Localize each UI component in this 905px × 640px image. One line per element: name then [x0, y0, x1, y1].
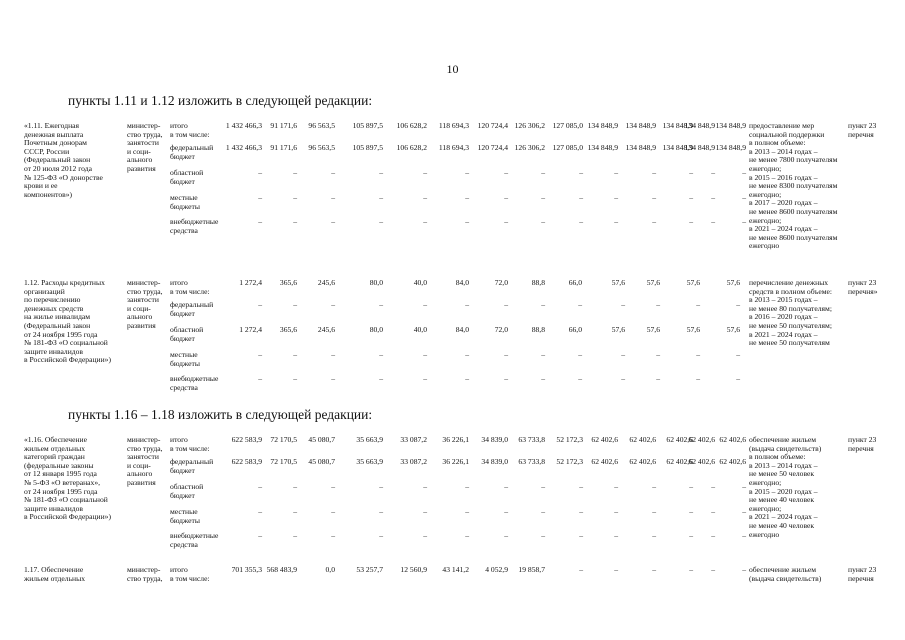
funding-row	[170, 194, 750, 212]
funding-value: 33 087,2	[400, 457, 427, 466]
funding-value: –	[379, 217, 383, 226]
funding-value: –	[689, 482, 693, 491]
funding-value: –	[258, 507, 262, 516]
funding-value: 52 172,3	[556, 457, 583, 466]
funding-row	[170, 566, 750, 584]
funding-value: 35 663,9	[356, 435, 383, 444]
measure-name: 1.17. Обеспечение жильем отдельных	[24, 565, 86, 583]
funding-value: –	[258, 374, 262, 383]
funding-value: 134 848,9	[662, 121, 693, 130]
funding-row	[170, 169, 750, 187]
funding-value: 57,6	[686, 325, 700, 334]
funding-row	[170, 436, 750, 454]
funding-value: –	[504, 217, 508, 226]
funding-value: 365,6	[279, 278, 297, 287]
funding-value: –	[742, 531, 746, 540]
funding-value: –	[293, 168, 297, 177]
funding-value: –	[379, 531, 383, 540]
funding-value: –	[379, 482, 383, 491]
measure-result: предоставление мер социальной поддержки в полном объеме: в 2013 – 2014 годах – не менее 7800 получателям ежегодно; в 2015 – 2016 годах – не менее 8300 получателям ежегодно; в 2017 – 2020 годах – не менее 8600 получателям ежегодно; в 2021 – 2024 годах – не менее 8600 получателям ежегодно	[749, 121, 838, 251]
funding-value: 45 080,7	[308, 435, 335, 444]
funding-value: 36 226,1	[442, 457, 469, 466]
funding-value: –	[614, 482, 618, 491]
funding-value: –	[504, 350, 508, 359]
funding-value: –	[689, 507, 693, 516]
funding-source-label: итого в том числе:	[170, 565, 210, 583]
funding-value: –	[465, 482, 469, 491]
funding-value: –	[331, 217, 335, 226]
funding-value: –	[379, 168, 383, 177]
funding-value: –	[258, 350, 262, 359]
funding-value: –	[711, 193, 715, 202]
funding-value: 0,0	[325, 565, 335, 574]
funding-value: –	[465, 507, 469, 516]
funding-value: 105 897,5	[352, 143, 383, 152]
funding-value: –	[578, 350, 582, 359]
funding-source-label: областной бюджет	[170, 168, 204, 186]
funding-value: –	[379, 193, 383, 202]
measure-name: «1.11. Ежегодная денежная выплата Почетным донорам СССР, России (Федеральный закон от 20 июля 2012 года № 125-ФЗ «О донорстве крови и ее компонентов»)	[24, 121, 103, 199]
measure-name: 1.12. Расходы кредитных организаций по перечислению денежных средств на жилье инвалидам (Федеральный закон от 24 ноября 1995 года № 181-ФЗ «О социальной защите инвалидов в Российской Федерации»)	[24, 278, 111, 365]
funding-value: –	[541, 482, 545, 491]
funding-value: –	[293, 193, 297, 202]
funding-value: –	[696, 374, 700, 383]
funding-value: –	[423, 507, 427, 516]
funding-value: –	[293, 300, 297, 309]
funding-value: –	[578, 374, 582, 383]
funding-value: 34 839,0	[481, 457, 508, 466]
funding-value: –	[652, 193, 656, 202]
funding-row	[170, 301, 750, 319]
funding-value: –	[579, 531, 583, 540]
funding-value: 12 560,9	[400, 565, 427, 574]
funding-value: –	[504, 507, 508, 516]
funding-value: –	[465, 193, 469, 202]
funding-value: 72,0	[494, 278, 508, 287]
funding-value: –	[656, 350, 660, 359]
funding-value: –	[423, 217, 427, 226]
funding-value: –	[711, 168, 715, 177]
funding-value: 120 724,4	[477, 143, 508, 152]
funding-value: –	[579, 565, 583, 574]
funding-value: 1 432 466,3	[225, 143, 262, 152]
funding-value: –	[689, 217, 693, 226]
funding-value: –	[293, 482, 297, 491]
funding-value: –	[736, 374, 740, 383]
funding-value: 134 848,9	[587, 143, 618, 152]
funding-value: 63 733,8	[518, 457, 545, 466]
funding-value: 62 402,6	[719, 435, 746, 444]
funding-value: 57,6	[611, 278, 625, 287]
funding-value: –	[465, 217, 469, 226]
funding-value: –	[579, 507, 583, 516]
funding-value: –	[579, 168, 583, 177]
funding-value: –	[652, 531, 656, 540]
funding-value: –	[711, 507, 715, 516]
funding-row	[170, 326, 750, 344]
funding-value: –	[258, 193, 262, 202]
funding-value: –	[689, 168, 693, 177]
funding-value: 96 563,5	[308, 143, 335, 152]
funding-value: –	[621, 350, 625, 359]
funding-value: 118 694,3	[438, 121, 469, 130]
funding-value: –	[742, 193, 746, 202]
funding-value: –	[504, 482, 508, 491]
funding-value: –	[293, 217, 297, 226]
funding-value: –	[696, 350, 700, 359]
measure-reference: пункт 23 перечня	[848, 565, 877, 583]
funding-value: –	[293, 374, 297, 383]
funding-value: –	[689, 531, 693, 540]
funding-value: 80,0	[369, 325, 383, 334]
funding-value: –	[258, 168, 262, 177]
funding-source-label: итого в том числе:	[170, 435, 210, 453]
funding-value: –	[331, 531, 335, 540]
funding-value: –	[258, 217, 262, 226]
funding-value: –	[293, 350, 297, 359]
funding-value: –	[689, 193, 693, 202]
funding-value: –	[652, 217, 656, 226]
funding-value: 57,6	[646, 325, 660, 334]
funding-value: 72 170,5	[270, 457, 297, 466]
funding-value: –	[331, 193, 335, 202]
funding-value: 245,6	[317, 325, 335, 334]
funding-value: 126 306,2	[514, 121, 545, 130]
funding-value: 62 402,6	[591, 457, 618, 466]
funding-value: 84,0	[455, 278, 469, 287]
funding-value: –	[331, 168, 335, 177]
funding-value: –	[614, 193, 618, 202]
funding-value: –	[331, 350, 335, 359]
funding-value: 106 628,2	[396, 143, 427, 152]
funding-value: 66,0	[568, 325, 582, 334]
funding-value: 365,6	[279, 325, 297, 334]
funding-value: –	[656, 300, 660, 309]
funding-source-label: итого в том числе:	[170, 278, 210, 296]
funding-value: –	[258, 531, 262, 540]
funding-value: 568 483,9	[266, 565, 297, 574]
funding-value: –	[579, 217, 583, 226]
funding-value: 622 583,9	[231, 457, 262, 466]
funding-value: 127 085,0	[552, 143, 583, 152]
funding-value: 62 402,6	[591, 435, 618, 444]
funding-row	[170, 483, 750, 501]
funding-value: 134 848,9	[625, 143, 656, 152]
funding-source-label: местные бюджеты	[170, 350, 200, 368]
funding-value: –	[621, 374, 625, 383]
funding-value: 52 172,3	[556, 435, 583, 444]
funding-value: 134 848,9	[715, 143, 746, 152]
funding-value: 57,6	[726, 325, 740, 334]
funding-value: –	[465, 350, 469, 359]
funding-value: –	[742, 565, 746, 574]
funding-value: 72,0	[494, 325, 508, 334]
funding-value: 62 402,6	[629, 457, 656, 466]
measure-name: «1.16. Обеспечение жильем отдельных категорий граждан (федеральные законы от 12 января 1995 года № 5-ФЗ «О ветеранах», от 24 ноября 1995 года № 181-ФЗ «О социальной защите инвалидов в Российской Федерации»)	[24, 435, 111, 522]
funding-source-label: областной бюджет	[170, 482, 204, 500]
funding-value: –	[736, 350, 740, 359]
funding-value: –	[696, 300, 700, 309]
funding-value: –	[652, 168, 656, 177]
funding-value: –	[379, 507, 383, 516]
funding-value: 88,8	[531, 278, 545, 287]
funding-value: –	[541, 300, 545, 309]
funding-value: –	[541, 531, 545, 540]
funding-value: –	[742, 482, 746, 491]
funding-source-label: внебюджетные средства	[170, 374, 219, 392]
funding-value: –	[742, 507, 746, 516]
measure-reference: пункт 23 перечня»	[848, 278, 878, 296]
funding-source-label: областной бюджет	[170, 325, 204, 343]
funding-value: 105 897,5	[352, 121, 383, 130]
funding-value: –	[331, 507, 335, 516]
funding-value: –	[331, 300, 335, 309]
funding-value: 57,6	[686, 278, 700, 287]
funding-value: –	[293, 507, 297, 516]
funding-value: –	[579, 482, 583, 491]
funding-source-label: федеральный бюджет	[170, 143, 214, 161]
funding-value: –	[504, 374, 508, 383]
funding-value: 245,6	[317, 278, 335, 287]
funding-row	[170, 122, 750, 140]
funding-value: –	[742, 168, 746, 177]
funding-value: –	[579, 193, 583, 202]
funding-value: –	[711, 531, 715, 540]
measure-executor: министер- ство труда, занятости и соци- ального развития	[127, 435, 163, 487]
funding-value: 118 694,3	[438, 143, 469, 152]
funding-value: –	[656, 374, 660, 383]
funding-value: 62 402,6	[719, 457, 746, 466]
funding-row	[170, 508, 750, 526]
funding-value: 120 724,4	[477, 121, 508, 130]
measure-executor: министер- ство труда,	[127, 565, 163, 583]
funding-value: 35 663,9	[356, 457, 383, 466]
funding-value: –	[541, 350, 545, 359]
funding-value: 43 141,2	[442, 565, 469, 574]
funding-value: 134 848,9	[662, 143, 693, 152]
funding-value: 134 848,9	[684, 143, 715, 152]
section-heading-1: пункты 1.11 и 1.12 изложить в следующей редакции:	[68, 93, 373, 108]
funding-value: 36 226,1	[442, 435, 469, 444]
funding-value: –	[614, 565, 618, 574]
funding-value: –	[293, 531, 297, 540]
funding-value: 622 583,9	[231, 435, 262, 444]
funding-value: 96 563,5	[308, 121, 335, 130]
funding-value: –	[465, 531, 469, 540]
funding-value: 57,6	[611, 325, 625, 334]
funding-row	[170, 532, 750, 550]
funding-row	[170, 144, 750, 162]
funding-value: –	[652, 507, 656, 516]
funding-value: –	[541, 507, 545, 516]
funding-value: –	[504, 193, 508, 202]
funding-value: 72 170,5	[270, 435, 297, 444]
funding-value: 62 402,6	[688, 435, 715, 444]
funding-source-label: итого в том числе:	[170, 121, 210, 139]
page-number: 10	[446, 62, 459, 76]
funding-value: 57,6	[646, 278, 660, 287]
measure-executor: министер- ство труда, занятости и соци- ального развития	[127, 121, 163, 173]
funding-row	[170, 279, 750, 297]
funding-value: 1 272,4	[239, 278, 262, 287]
funding-value: –	[423, 350, 427, 359]
funding-value: 40,0	[413, 325, 427, 334]
funding-value: –	[465, 300, 469, 309]
funding-value: –	[423, 193, 427, 202]
funding-value: –	[423, 374, 427, 383]
funding-source-label: местные бюджеты	[170, 507, 200, 525]
funding-value: 80,0	[369, 278, 383, 287]
funding-source-label: внебюджетные средства	[170, 531, 219, 549]
funding-value: 134 848,9	[625, 121, 656, 130]
measure-reference: пункт 23 перечня	[848, 121, 877, 139]
funding-value: 134 848,9	[715, 121, 746, 130]
funding-value: 1 432 466,3	[225, 121, 262, 130]
funding-value: 4 052,9	[485, 565, 508, 574]
funding-value: –	[578, 300, 582, 309]
funding-value: –	[331, 482, 335, 491]
funding-value: –	[423, 482, 427, 491]
funding-value: 106 628,2	[396, 121, 427, 130]
funding-value: 127 085,0	[552, 121, 583, 130]
funding-value: –	[331, 374, 335, 383]
funding-value: –	[689, 565, 693, 574]
funding-row	[170, 351, 750, 369]
funding-value: 34 839,0	[481, 435, 508, 444]
funding-value: 134 848,9	[684, 121, 715, 130]
funding-source-label: федеральный бюджет	[170, 457, 214, 475]
funding-value: –	[711, 565, 715, 574]
funding-value: 88,8	[531, 325, 545, 334]
funding-value: 62 402,6	[688, 457, 715, 466]
funding-value: –	[614, 168, 618, 177]
funding-source-label: местные бюджеты	[170, 193, 200, 211]
funding-value: –	[465, 374, 469, 383]
funding-value: 701 355,3	[231, 565, 262, 574]
measure-result: перечисление денежных средств в полном объеме: в 2013 – 2015 годах – не менее 80 получателям; в 2016 – 2020 годах – не менее 50 получателям; в 2021 – 2024 годах – не менее 50 получателям	[749, 278, 832, 348]
funding-value: –	[614, 531, 618, 540]
measure-result: обеспечение жильем (выдача свидетельств)	[749, 565, 822, 583]
funding-value: –	[541, 168, 545, 177]
funding-value: 62 402,6	[666, 457, 693, 466]
measure-result: обеспечение жильем (выдача свидетельств) в полном объеме: в 2013 – 2014 годах – не менее 50 человек ежегодно; в 2015 – 2020 годах – не менее 40 человек ежегодно; в 2021 – 2024 годах – не менее 40 человек ежегодно	[749, 435, 822, 539]
measure-reference: пункт 23 перечня	[848, 435, 877, 453]
funding-value: –	[541, 193, 545, 202]
funding-value: –	[379, 350, 383, 359]
funding-value: 40,0	[413, 278, 427, 287]
funding-row	[170, 375, 750, 393]
funding-value: 57,6	[726, 278, 740, 287]
funding-value: –	[614, 507, 618, 516]
funding-value: –	[258, 482, 262, 491]
funding-value: 33 087,2	[400, 435, 427, 444]
funding-value: 62 402,6	[666, 435, 693, 444]
funding-source-label: внебюджетные средства	[170, 217, 219, 235]
funding-row	[170, 458, 750, 476]
funding-value: –	[711, 482, 715, 491]
funding-value: 45 080,7	[308, 457, 335, 466]
funding-value: –	[258, 300, 262, 309]
funding-value: –	[742, 217, 746, 226]
funding-value: 91 171,6	[270, 143, 297, 152]
funding-value: –	[379, 300, 383, 309]
funding-value: 66,0	[568, 278, 582, 287]
funding-value: 63 733,8	[518, 435, 545, 444]
measure-executor: министер- ство труда, занятости и соци- ального развития	[127, 278, 163, 330]
funding-value: 91 171,6	[270, 121, 297, 130]
funding-value: –	[504, 168, 508, 177]
funding-value: –	[621, 300, 625, 309]
section-heading-2: пункты 1.16 – 1.18 изложить в следующей редакции:	[68, 407, 373, 422]
funding-value: –	[614, 217, 618, 226]
funding-value: –	[652, 482, 656, 491]
funding-value: 134 848,9	[587, 121, 618, 130]
funding-value: –	[504, 531, 508, 540]
funding-value: 62 402,6	[629, 435, 656, 444]
funding-source-label: федеральный бюджет	[170, 300, 214, 318]
funding-value: 1 272,4	[239, 325, 262, 334]
funding-value: –	[541, 217, 545, 226]
funding-value: –	[379, 374, 383, 383]
funding-value: –	[652, 565, 656, 574]
funding-value: 19 858,7	[518, 565, 545, 574]
funding-value: –	[504, 300, 508, 309]
funding-value: –	[423, 531, 427, 540]
funding-value: –	[711, 217, 715, 226]
funding-row	[170, 218, 750, 236]
funding-value: –	[465, 168, 469, 177]
funding-value: –	[541, 374, 545, 383]
funding-value: –	[736, 300, 740, 309]
funding-value: 53 257,7	[356, 565, 383, 574]
funding-value: –	[423, 300, 427, 309]
funding-value: 126 306,2	[514, 143, 545, 152]
funding-value: –	[423, 168, 427, 177]
funding-value: 84,0	[455, 325, 469, 334]
